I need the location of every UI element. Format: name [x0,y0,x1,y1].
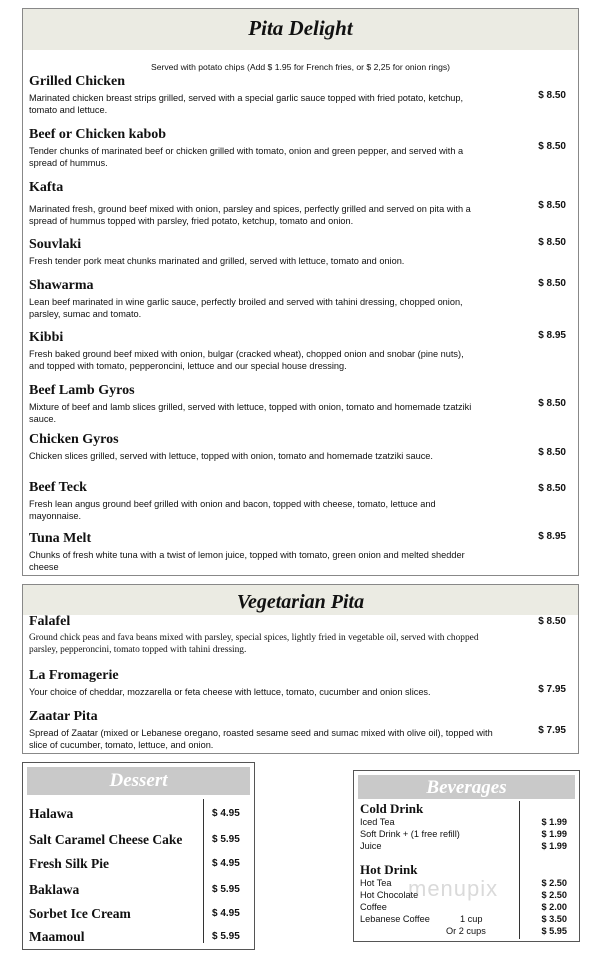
beverage-price: $ 1.99 [541,829,567,839]
item-name: Beef Teck [29,480,87,495]
beverage-price: $ 2.50 [541,890,567,900]
menu-item-chicken-gyros [29,432,572,462]
dessert-price: $ 5.95 [212,931,240,942]
beverage-name: Hot Chocolate [360,890,419,900]
item-price: $ 8.50 [538,616,566,627]
beverage-name: Juice [360,841,382,851]
item-price: $ 8.50 [538,141,566,152]
dessert-price: $ 4.95 [212,808,240,819]
sides-note: Served with potato chips (Add $ 1.95 for French fries, or $ 2,25 for onion rings) [150,62,451,72]
beverages-section [353,770,580,942]
dessert-title-band [27,767,250,795]
item-description: Spread of Zaatar (mixed or Lebanese oregano, roasted sesame seed and sumac mixed with olive oil), topped with slice of cucumber, tomato, lettuce, and onion. [29,728,493,750]
menu-item-kabob [29,127,572,169]
dessert-row [29,806,244,828]
cold-drink-heading: Cold Drink [360,801,424,816]
beverage-row [360,926,571,938]
beverages-title: Beverages [426,777,507,798]
beverage-row [360,914,571,926]
dessert-row [29,906,244,928]
item-price: $ 8.50 [538,447,566,458]
item-price: $ 8.50 [538,90,566,101]
item-name: Beef Lamb Gyros [29,383,135,398]
menu-item-tuna-melt [29,531,572,573]
menu-item-falafel [29,614,572,656]
item-description: Tender chunks of marinated beef or chicken grilled with tomato, onion and green pepper, and served with a spread of hummus. [29,146,464,168]
item-price: $ 8.50 [538,483,566,494]
item-description: Chunks of fresh white tuna with a twist of lemon juice, topped with tomato, green onion and melted shedder cheese [29,550,465,572]
item-name: Shawarma [29,278,94,293]
item-description: Your choice of cheddar, mozzarella or feta cheese with lettuce, tomato, cucumber and onion slices. [29,687,431,697]
menu-item-beef-lamb-gyros [29,383,572,425]
item-price: $ 8.50 [538,278,566,289]
item-name: Zaatar Pita [29,709,98,724]
menu-item-souvlaki [29,237,572,267]
beverages-title-band [358,775,575,799]
beverage-price: $ 3.50 [541,914,567,924]
item-name: Beef or Chicken kabob [29,127,167,142]
item-description: Chicken slices grilled, served with lettuce, topped with onion, tomato and homemade tzatziki sauce. [29,451,433,461]
item-price: $ 8.50 [538,398,566,409]
beverage-name: Coffee [360,902,387,912]
beverage-row [360,817,571,829]
item-price: $ 8.95 [538,330,566,341]
beverage-row [360,902,571,914]
menu-item-shawarma [29,278,572,320]
menu-item-beef-teck [29,480,572,522]
menu-item-la-fromagerie [29,668,572,698]
item-name: Tuna Melt [29,531,92,546]
item-description: Lean beef marinated in wine garlic sauce, perfectly broiled and served with tahini dressing, chopped onion, parsley, sumac and tomato. [29,297,463,319]
item-description: Fresh baked ground beef mixed with onion, bulgar (cracked wheat), chopped onion and snobar (pine nuts), and topped with tomato, pepperoncini, lettuce and our special house dressing. [29,349,464,371]
item-description: Ground chick peas and fava beans mixed with parsley, special spices, lightly fried in vegetable oil, served with chopped parsley, pepperoncini, tomato topped with tahini dressing. [29,633,479,655]
beverage-price: $ 2.00 [541,902,567,912]
dessert-name: Maamoul [29,929,85,944]
dessert-row [29,832,244,854]
item-name: Souvlaki [29,237,82,252]
hot-drink-heading: Hot Drink [360,862,418,877]
beverage-price: $ 1.99 [541,817,567,827]
item-description: Fresh tender pork meat chunks marinated and grilled, served with lettuce, tomato and onion. [29,256,405,266]
item-price: $ 8.50 [538,237,566,248]
beverage-name: Hot Tea [360,878,392,888]
dessert-name: Sorbet Ice Cream [29,906,131,921]
item-name: Grilled Chicken [29,74,126,89]
item-name: Falafel [29,614,71,629]
dessert-title: Dessert [109,770,168,791]
item-name: Chicken Gyros [29,432,119,447]
dessert-name: Salt Caramel Cheese Cake [29,832,183,847]
beverage-price: $ 2.50 [541,878,567,888]
vegetarian-pita-section [22,584,579,754]
item-price: $ 8.95 [538,531,566,542]
watermark: menupix [408,876,499,901]
menu-item-kibbi [29,330,572,372]
menu-item-grilled-chicken [29,74,572,116]
pita-delight-title-band [23,9,578,50]
dessert-name: Fresh Silk Pie [29,856,110,871]
dessert-row [29,929,244,951]
dessert-price: $ 5.95 [212,884,240,895]
vegetarian-pita-title-band [23,585,578,615]
dessert-row [29,856,244,878]
menu-item-zaatar-pita [29,709,572,751]
item-price: $ 7.95 [538,684,566,695]
dessert-name: Baklawa [29,882,80,897]
beverage-name: Soft Drink + (1 free refill) [360,829,460,839]
dessert-price: $ 5.95 [212,834,240,845]
item-price: $ 8.50 [538,200,566,211]
beverage-quantity: 1 cup [460,914,483,924]
menu-item-kafta [29,180,572,227]
item-price: $ 7.95 [538,725,566,736]
beverage-row [360,841,571,853]
dessert-row [29,882,244,904]
pita-delight-title: Pita Delight [248,16,353,40]
dessert-price: $ 4.95 [212,858,240,869]
item-name: La Fromagerie [29,668,119,683]
beverage-name: Lebanese Coffee [360,914,430,924]
item-description: Fresh lean angus ground beef grilled with onion and bacon, topped with cheese, tomato, lettuce and mayonnaise. [29,499,436,521]
item-name: Kibbi [29,330,64,345]
beverage-row [360,829,571,841]
dessert-section [22,762,255,950]
beverage-price: $ 5.95 [541,926,567,936]
beverage-quantity: Or 2 cups [446,926,486,936]
beverage-name: Iced Tea [360,817,395,827]
pita-delight-section [22,8,579,576]
item-description: Mixture of beef and lamb slices grilled, served with lettuce, topped with onion, tomato and homemade tzatziki sauce. [29,402,472,424]
item-name: Kafta [29,180,64,195]
item-description: Marinated chicken breast strips grilled, served with a special garlic sauce topped with fried potato, ketchup, tomato and lettuce. [29,93,464,115]
dessert-price: $ 4.95 [212,908,240,919]
dessert-name: Halawa [29,806,74,821]
beverage-price: $ 1.99 [541,841,567,851]
vegetarian-pita-title: Vegetarian Pita [236,591,365,613]
item-description: Marinated fresh, ground beef mixed with onion, parsley and spices, perfectly grilled and served on pita with a spread of hummus topped with parsley, fried potato, ketchup, tomato and onion. [29,204,471,226]
